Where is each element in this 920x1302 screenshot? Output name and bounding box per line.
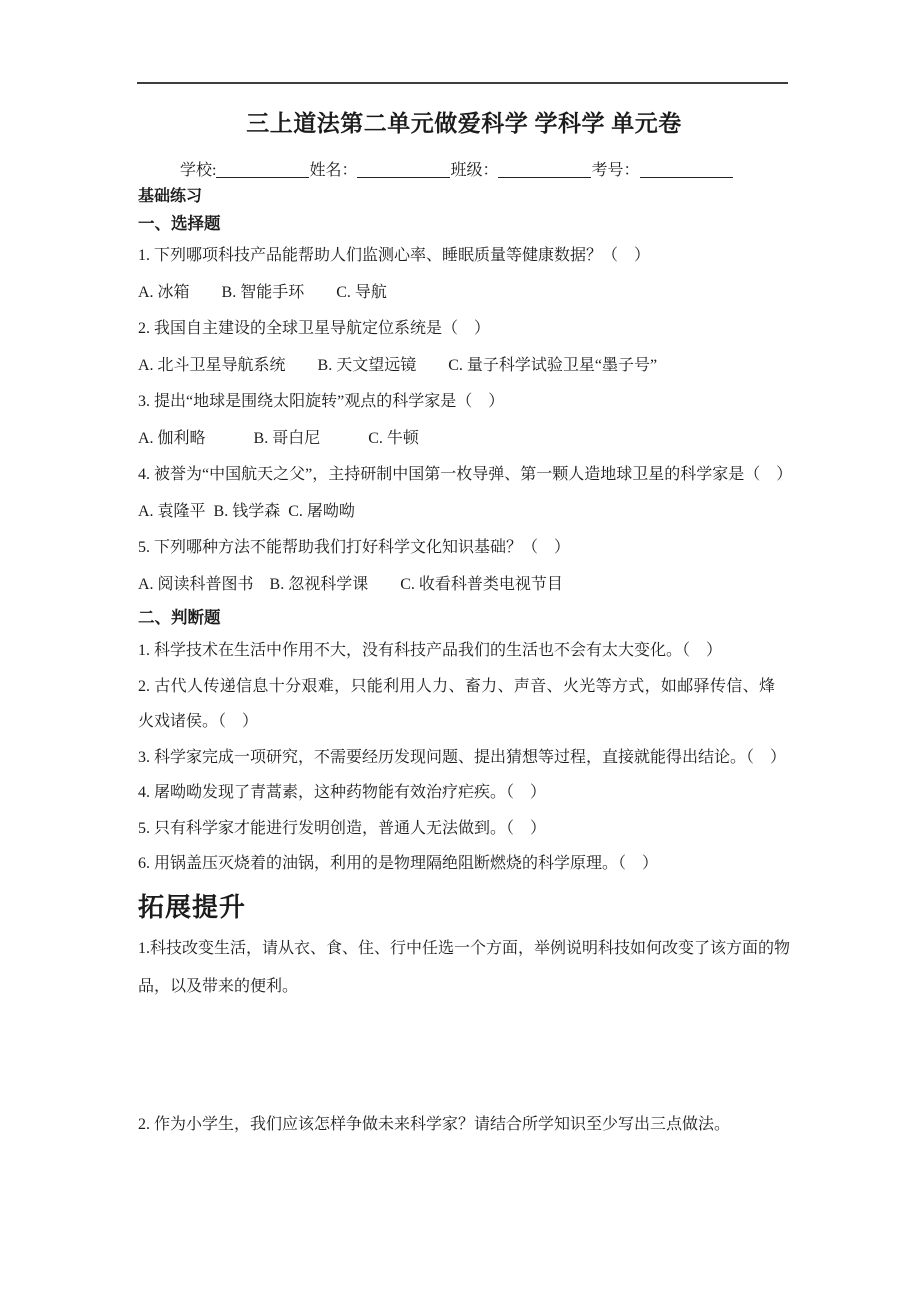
extension-heading: 拓展提升 — [138, 891, 247, 922]
school-label: 学校: — [180, 162, 217, 179]
name-blank — [357, 163, 450, 178]
choice-options-3: A. 伽利略 B. 哥白尼 C. 牛顿 — [138, 429, 419, 447]
judgment-question-6: 6. 用锅盖压灭烧着的油锅，利用的是物理隔绝阻断燃烧的科学原理。（ ） — [138, 855, 659, 872]
extension-question-2: 2. 作为小学生，我们应该怎样争做未来科学家？请结合所学知识至少写出三点做法。 — [138, 1115, 731, 1133]
choice-question-3: 3. 提出“地球是围绕太阳旋转”观点的科学家是（ ） — [138, 393, 505, 410]
name-label: 姓名： — [309, 162, 358, 179]
student-info-line — [180, 158, 790, 184]
choice-options-4: A. 袁隆平 B. 钱学森 C. 屠呦呦 — [138, 502, 355, 520]
basic-practice-heading: 基础练习 — [138, 188, 203, 205]
judgment-question-5: 5. 只有科学家才能进行发明创造，普通人无法做到。（ ） — [138, 819, 547, 837]
choice-question-5: 5. 下列哪种方法不能帮助我们打好科学文化知识基础？（ ） — [138, 539, 571, 556]
choice-options-2: A. 北斗卫星导航系统 B. 天文望远镜 C. 量子科学试验卫星“墨子号” — [138, 356, 658, 374]
page-title: 三上道法第二单元做爱科学 学科学 单元卷 — [246, 111, 682, 136]
judgment-question-4: 4. 屠呦呦发现了青蒿素，这种药物能有效治疗疟疾。（ ） — [138, 784, 547, 801]
school-blank — [216, 163, 309, 178]
choice-question-1: 1. 下列哪项科技产品能帮助人们监测心率、睡眠质量等健康数据？（ ） — [138, 247, 651, 264]
exam-number-label: 考号： — [591, 162, 640, 179]
choice-options-1: A. 冰箱 B. 智能手环 C. 导航 — [138, 283, 387, 301]
judgment-question-2: 2. 古代人传递信息十分艰难，只能利用人力、畜力、声音、火光等方式，如邮驿传信、烽火戏诸侯。（ ） — [138, 677, 775, 730]
choice-section-heading: 一、选择题 — [138, 214, 221, 233]
choice-question-4: 4. 被誉为“中国航天之父”，主持研制中国第一枚导弹、第一颗人造地球卫星的科学家是（ ） — [138, 466, 793, 483]
exam-number-blank — [640, 163, 733, 178]
choice-question-2: 2. 我国自主建设的全球卫星导航定位系统是（ ） — [138, 320, 491, 337]
judgment-section-heading: 二、判断题 — [138, 608, 221, 627]
class-label: 班级： — [450, 162, 499, 179]
judgment-question-3: 3. 科学家完成一项研究，不需要经历发现问题、提出猜想等过程，直接就能得出结论。（ ） — [138, 748, 787, 766]
extension-question-1: 1.科技改变生活，请从衣、食、住、行中任选一个方面，举例说明科技如何改变了该方面的物品，以及带来的便利。 — [138, 939, 791, 995]
header-rule — [137, 82, 788, 84]
class-blank — [498, 163, 591, 178]
answer-space — [138, 1006, 790, 1106]
judgment-question-1: 1. 科学技术在生活中作用不大，没有科技产品我们的生活也不会有太大变化。（ ） — [138, 642, 723, 659]
choice-options-5: A. 阅读科普图书 B. 忽视科学课 C. 收看科普类电视节目 — [138, 575, 563, 593]
